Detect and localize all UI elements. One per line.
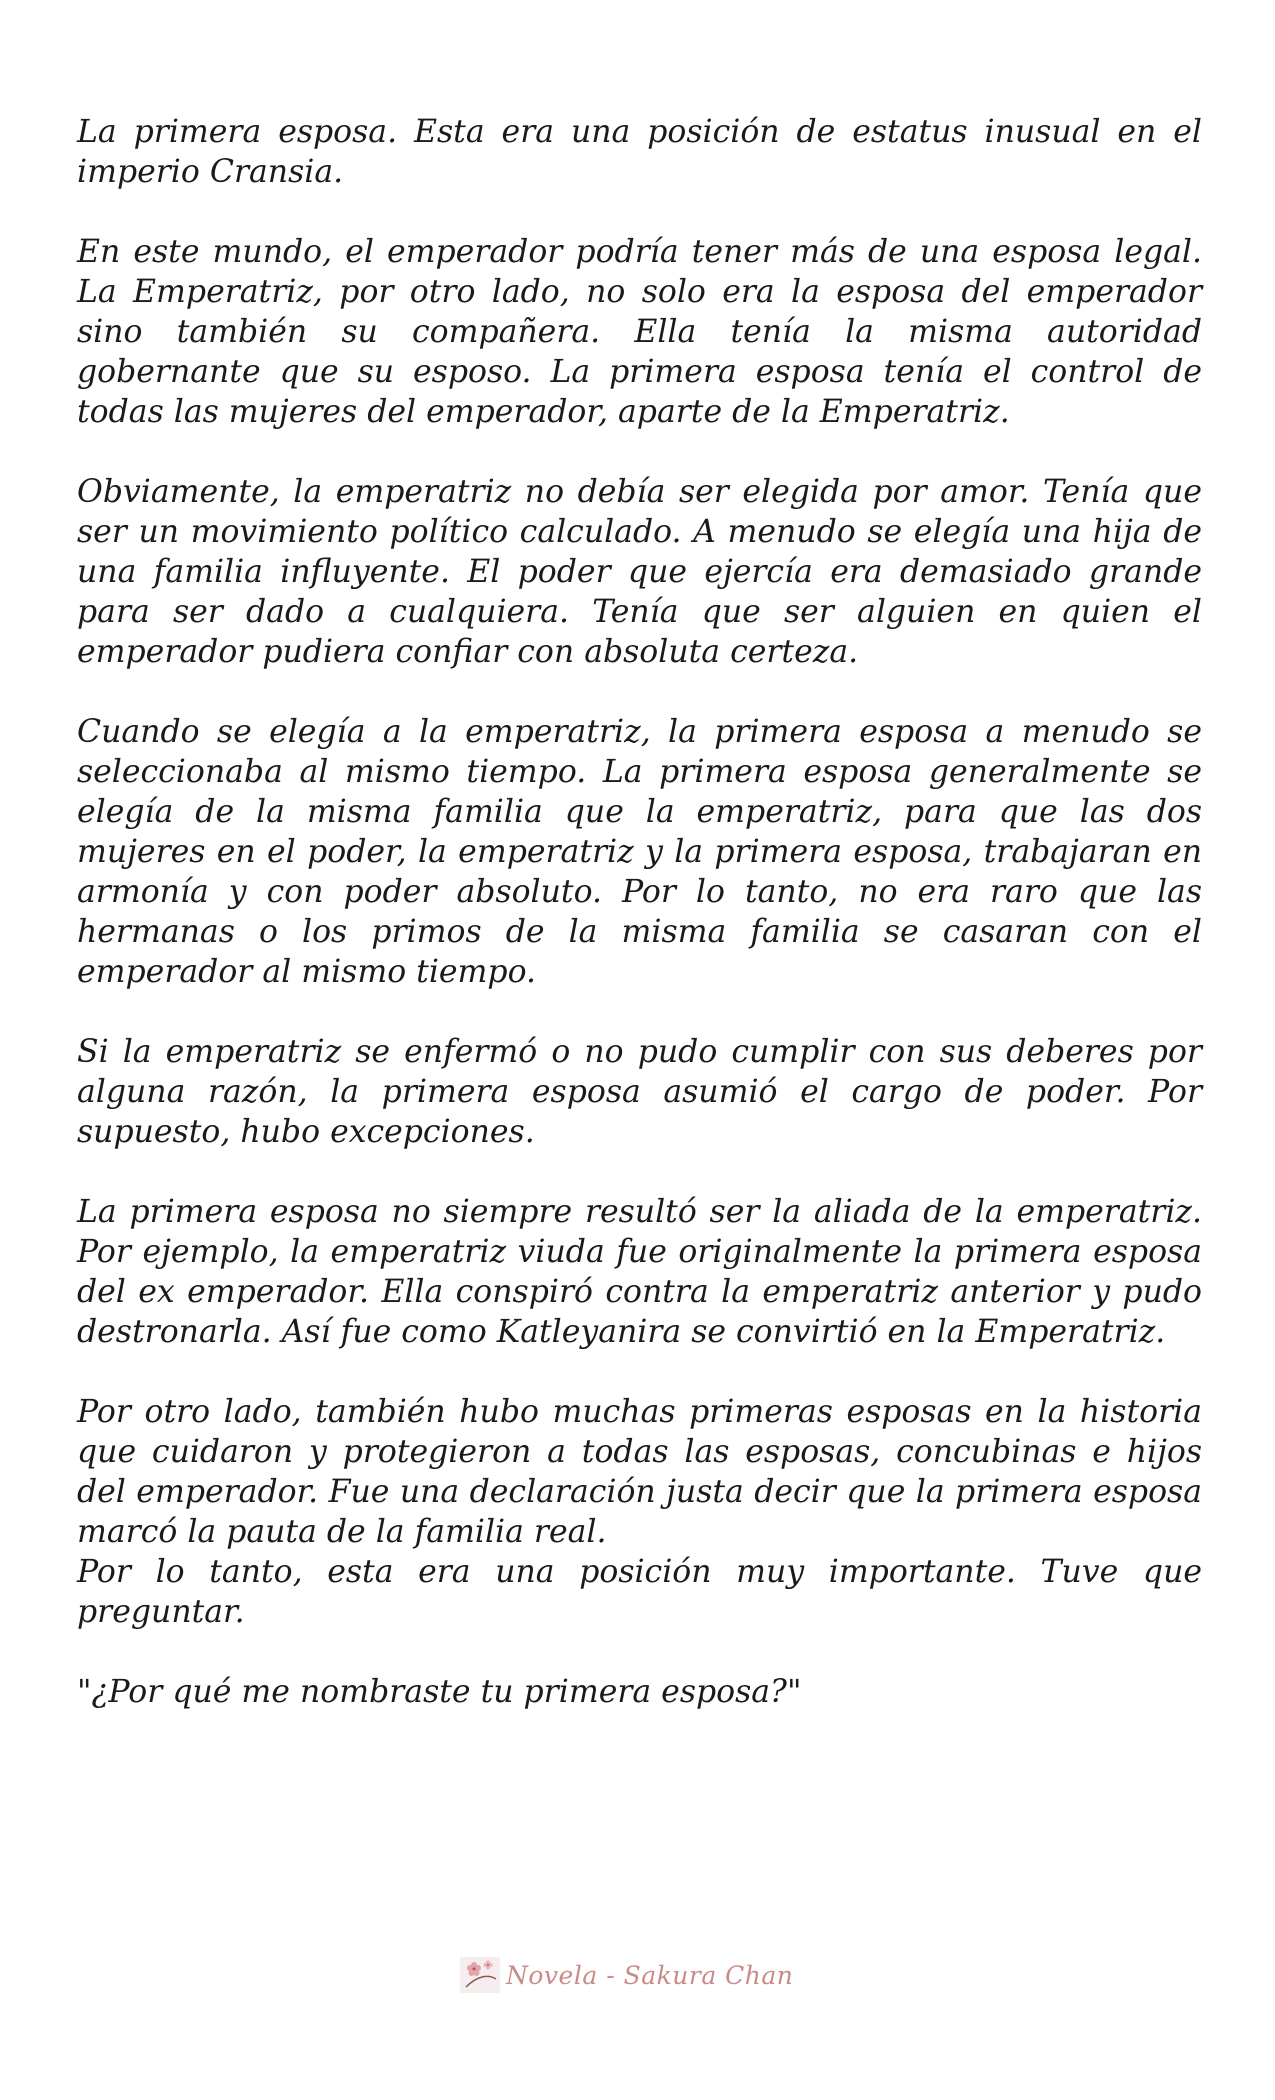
paragraph: La primera esposa no siempre resultó ser la aliada de la emperatriz. Por ejemplo, la emperatriz viuda fue originalmente la primera esposa del ex emperador. Ella conspiró contra la emperatriz anterior y pudo destronarla. Así fue como Katleyanira se convirtió en la Emperatriz. [77,1194,1202,1350]
paragraph: La primera esposa. Esta era una posición de estatus inusual en el imperio Cransia. [77,114,1202,190]
footer-watermark [460,1957,793,1993]
quote-paragraph: "¿Por qué me nombraste tu primera esposa?" [77,1674,802,1710]
paragraph: En este mundo, el emperador podría tener más de una esposa legal. La Emperatriz, por otro lado, no solo era la esposa del emperador sino también su compañera. Ella tenía la misma autoridad gobernante que su esposo. La primera esposa tenía el control de todas las mujeres del emperador, aparte de la Emperatriz. [77,234,1202,430]
document-body [77,112,1202,1752]
paragraph: Por lo tanto, esta era una posición muy importante. Tuve que preguntar. [77,1554,1202,1630]
brand-watermark: Novela - Sakura Chan [506,1960,794,1990]
paragraph: Obviamente, la emperatriz no debía ser elegida por amor. Tenía que ser un movimiento político calculado. A menudo se elegía una hija de una familia influyente. El poder que ejercía era demasiado grande para ser dado a cualquiera. Tenía que ser alguien en quien el emperador pudiera confiar con absoluta certeza. [77,474,1202,670]
paragraph: Por otro lado, también hubo muchas primeras esposas en la historia que cuidaron y protegieron a todas las esposas, concubinas e hijos del emperador. Fue una declaración justa decir que la primera esposa marcó la pauta de la familia real. [77,1394,1202,1550]
sakura-flower-icon [460,1957,500,1993]
paragraph: Cuando se elegía a la emperatriz, la primera esposa a menudo se seleccionaba al mismo tiempo. La primera esposa generalmente se elegía de la misma familia que la emperatriz, para que las dos mujeres en el poder, la emperatriz y la primera esposa, trabajaran en armonía y con poder absoluto. Por lo tanto, no era raro que las hermanas o los primos de la misma familia se casaran con el emperador al mismo tiempo. [77,714,1202,990]
paragraph: Si la emperatriz se enfermó o no pudo cumplir con sus deberes por alguna razón, la primera esposa asumió el cargo de poder. Por supuesto, hubo excepciones. [77,1034,1202,1150]
